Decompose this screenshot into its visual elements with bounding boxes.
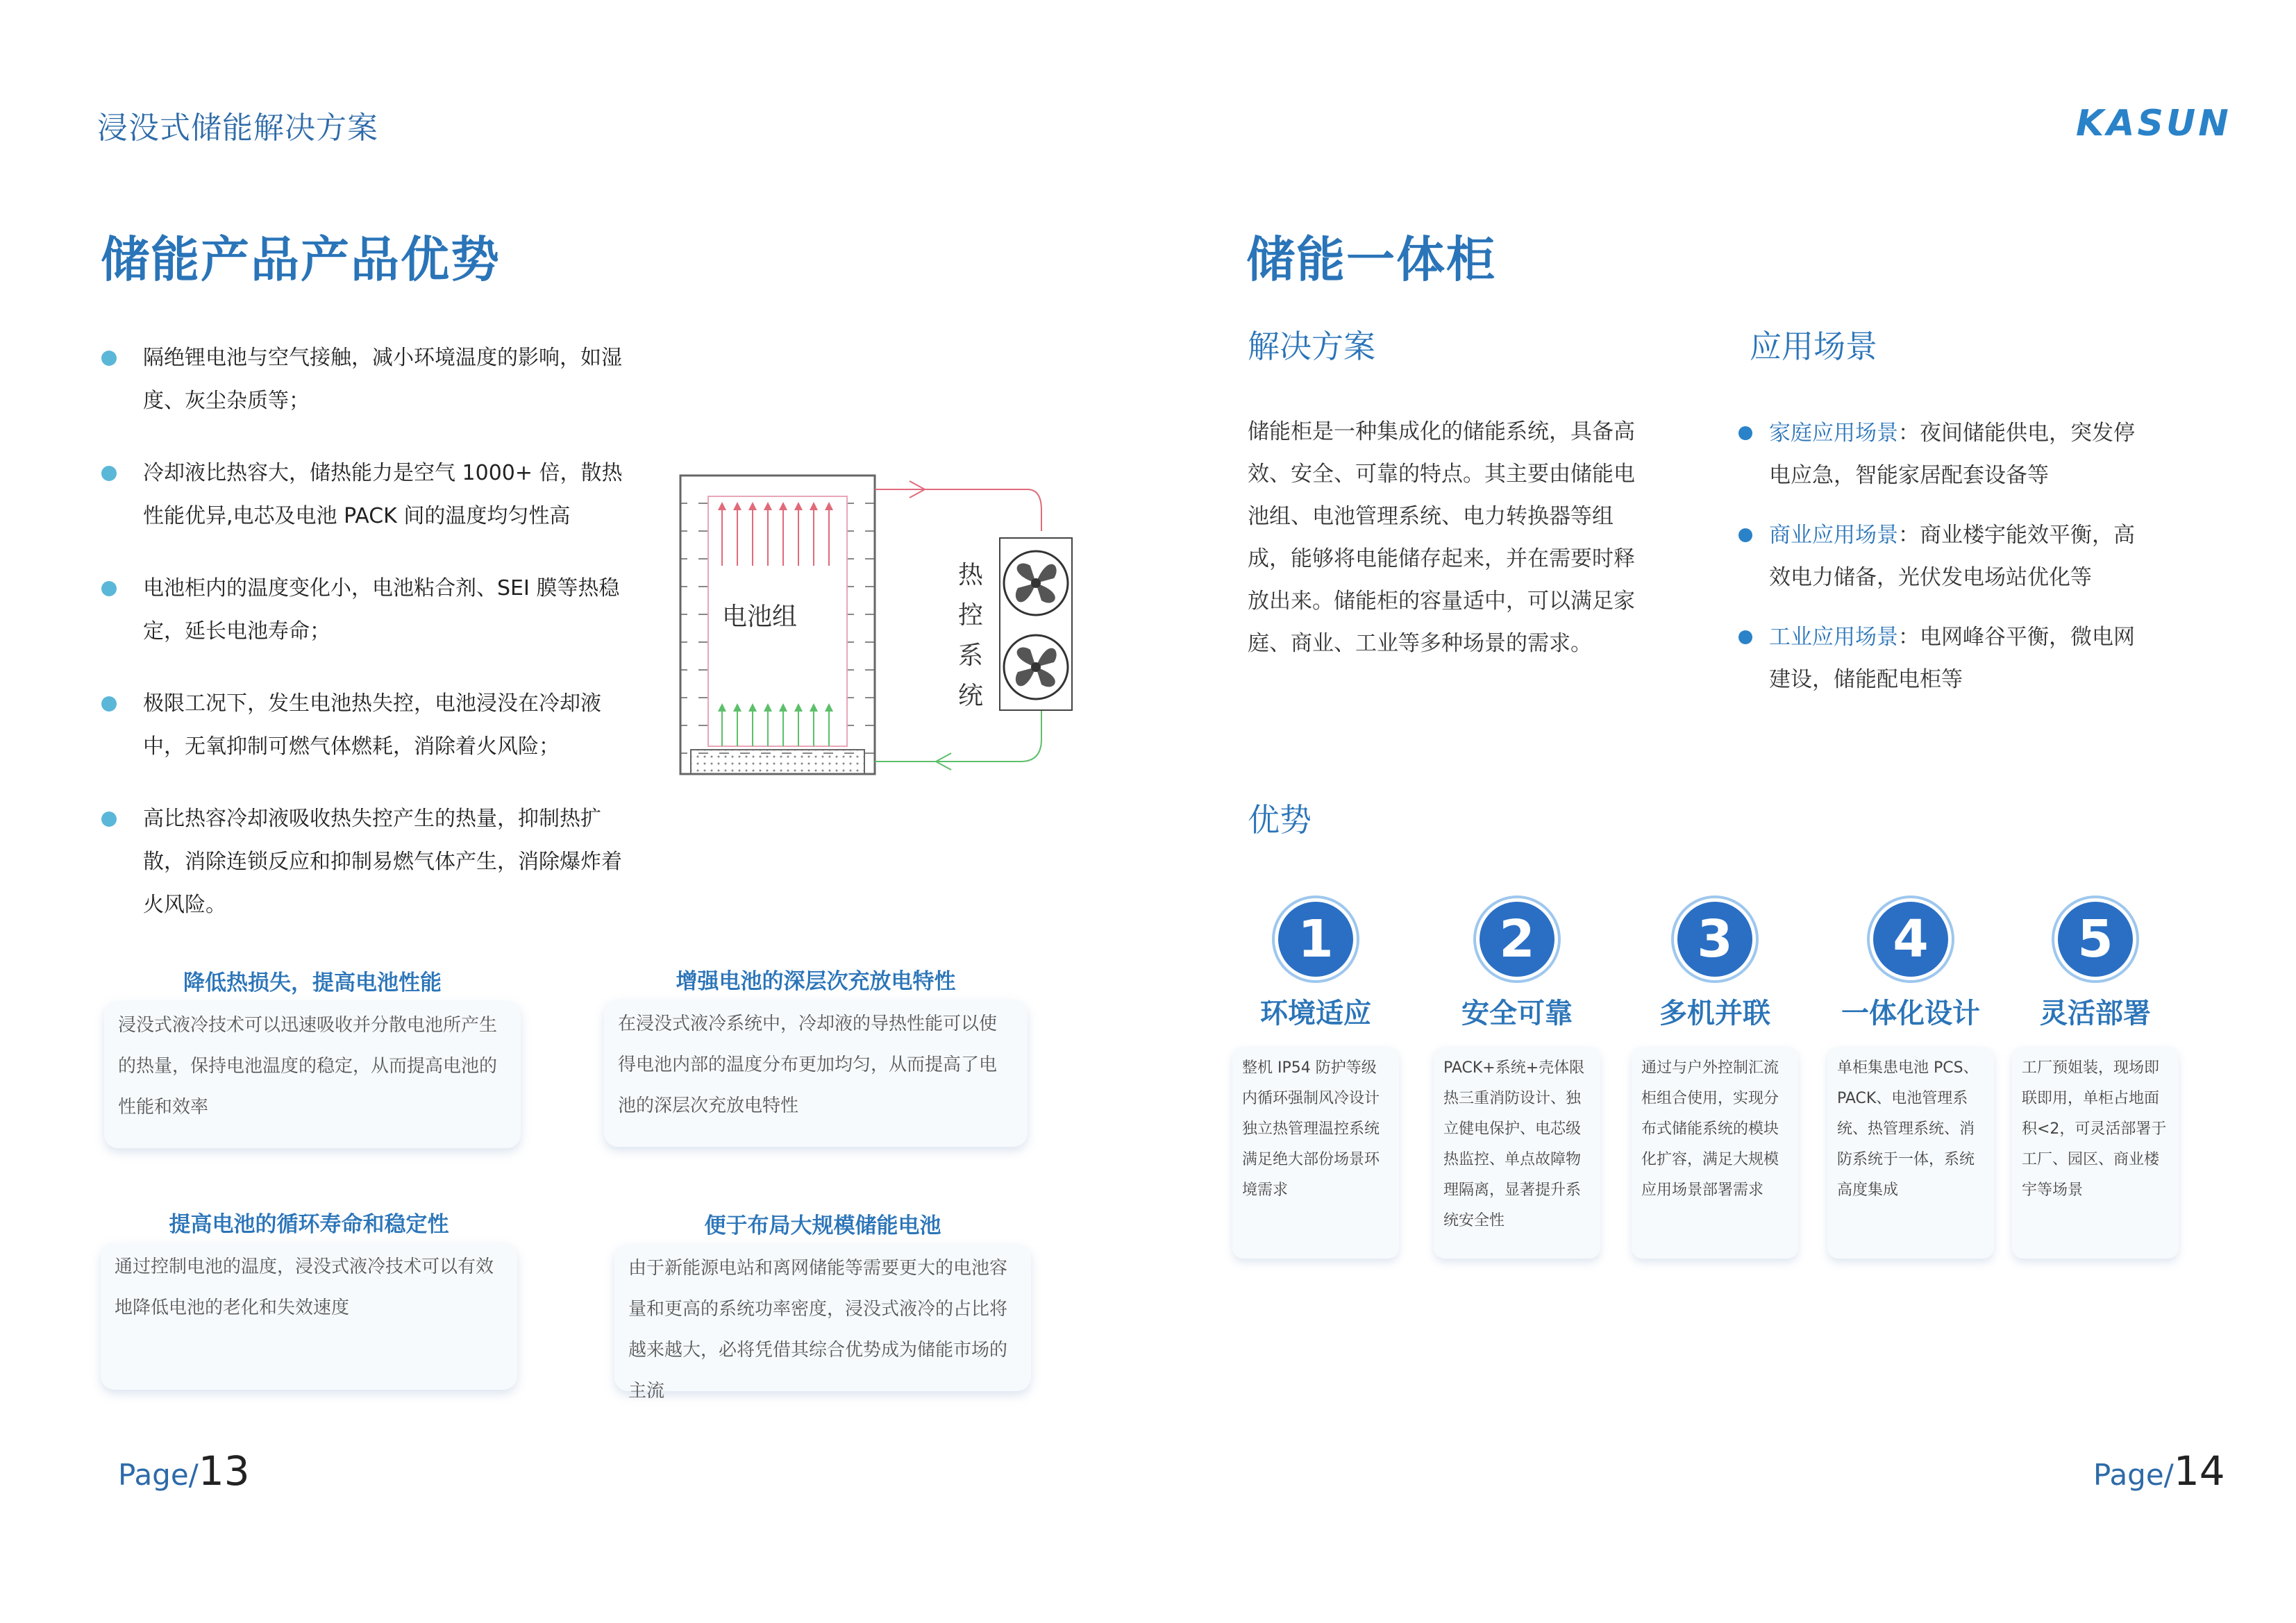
scene-list bbox=[1734, 412, 2144, 718]
right-heading: 储能一体柜 bbox=[1246, 231, 1496, 288]
brand-logo: KASUN bbox=[2076, 103, 2231, 144]
feature-card: 通过控制电池的温度，浸没式液冷技术可以有效地降低电池的老化和失效速度 bbox=[101, 1243, 517, 1390]
thermal-system-label: 热 控 系 统 bbox=[957, 561, 983, 710]
bullet-item: 隔绝锂电池与空气接触，减小环境温度的影响，如湿度、灰尘杂质等； bbox=[97, 337, 625, 423]
advantage-item bbox=[1827, 895, 1994, 1259]
advantage-item bbox=[1632, 895, 1798, 1259]
page-number-right: Page/14 bbox=[2093, 1447, 2225, 1495]
bottom-layer bbox=[691, 750, 864, 774]
advantage-item bbox=[1232, 895, 1399, 1259]
feature-card: 浸没式液冷技术可以迅速吸收并分散电池所产生的热量，保持电池温度的稳定，从而提高电池的性能和效率 bbox=[104, 1001, 521, 1148]
advantage-item bbox=[2012, 895, 2179, 1259]
bullet-item: 电池柜内的温度变化小，电池粘合剂、SEI 膜等热稳定，延长电池寿命； bbox=[97, 567, 625, 653]
feature-title: 提高电池的循环寿命和稳定性 bbox=[169, 1212, 449, 1237]
advantage-card: PACK+系统+壳体限热三重消防设计、独立健电保护、电芯级热监控、单点故障物理隔离，显著提升系统安全性 bbox=[1434, 1046, 1600, 1259]
advantage-title: 一体化设计 bbox=[1841, 998, 1980, 1029]
solution-title: 解决方案 bbox=[1248, 328, 1375, 365]
solution-description: 储能柜是一种集成化的储能系统，具备高效、安全、可靠的特点。其主要由储能电池组、电池管理系统、电力转换器等组成，能够将电能储存起来，并在需要时释放出来。储能柜的容量适中，可以满足家庭、商业、工业等多种场景的需求。 bbox=[1248, 419, 1635, 656]
advantage-bullet-list bbox=[97, 337, 625, 956]
advantage-title: 安全可靠 bbox=[1461, 998, 1573, 1029]
number-badge: 5 bbox=[2052, 895, 2139, 983]
page-number-left: Page/13 bbox=[118, 1447, 250, 1495]
number-badge: 3 bbox=[1671, 895, 1759, 983]
left-heading: 储能产品产品优势 bbox=[101, 231, 501, 288]
advantages-title: 优势 bbox=[1248, 801, 1312, 839]
number-badge: 2 bbox=[1473, 895, 1561, 983]
advantage-item bbox=[1434, 895, 1600, 1259]
fan-icon bbox=[1004, 635, 1068, 699]
feature-title: 降低热损失，提高电池性能 bbox=[183, 970, 442, 995]
number-badge: 4 bbox=[1867, 895, 1954, 983]
advantage-title: 多机并联 bbox=[1659, 998, 1770, 1029]
fan-icon bbox=[1004, 551, 1068, 615]
advantage-card: 通过与户外控制汇流柜组合使用，实现分布式储能系统的模块化扩容，满足大规模应用场景部署需求 bbox=[1632, 1046, 1798, 1259]
feature-card: 由于新能源电站和离网储能等需要更大的电池容量和更高的系统功率密度，浸没式液冷的占比将越来越大，必将凭借其综合优势成为储能市场的主流 bbox=[614, 1244, 1031, 1391]
scenes-title: 应用场景 bbox=[1750, 328, 1877, 365]
document-title: 浸没式储能解决方案 bbox=[97, 110, 378, 146]
advantage-title: 灵活部署 bbox=[2040, 998, 2151, 1029]
bullet-item: 冷却液比热容大，储热能力是空气 1000+ 倍，散热性能优异,电芯及电池 PACK 间的温度均匀性高 bbox=[97, 452, 625, 538]
battery-group-label: 电池组 bbox=[722, 603, 798, 631]
feature-title: 增强电池的深层次充放电特性 bbox=[676, 969, 956, 994]
scene-item: 家庭应用场景：夜间储能供电，突发停电应急，智能家居配套设备等 bbox=[1734, 412, 2144, 497]
advantage-title: 环境适应 bbox=[1260, 998, 1371, 1029]
bullet-item: 高比热容冷却液吸收热失控产生的热量，抑制热扩散，消除连锁反应和抑制易燃气体产生，消除爆炸着火风险。 bbox=[97, 798, 625, 927]
feature-card: 在浸没式液冷系统中，冷却液的导热性能可以使得电池内部的温度分布更加均匀，从而提高了电池的深层次充放电特性 bbox=[604, 1000, 1028, 1147]
advantage-card: 单柜集患电池 PCS、PACK、电池管理系统、热管理系统、消防系统于一体，系统高度集成 bbox=[1827, 1046, 1994, 1259]
scene-item: 工业应用场景：电网峰谷平衡，微电网建设，储能配电柜等 bbox=[1734, 616, 2144, 701]
advantage-card: 工厂预姐装，现场即联即用，单柜占地面积<2，可灵活部署于工厂、园区、商业楼宇等场景 bbox=[2012, 1046, 2179, 1259]
number-badge: 1 bbox=[1272, 895, 1359, 983]
scene-item: 商业应用场景：商业楼宇能效平衡，高效电力储备，光伏发电场站优化等 bbox=[1734, 514, 2144, 599]
feature-title: 便于布局大规模储能电池 bbox=[704, 1213, 941, 1238]
advantage-card: 整机 IP54 防护等级内循环强制风冷设计独立热管理温控系统满足绝大部份场景环境需求 bbox=[1232, 1046, 1399, 1259]
bullet-item: 极限工况下，发生电池热失控，电池浸没在冷却液中，无氧抑制可燃气体燃耗，消除着火风险； bbox=[97, 682, 625, 768]
